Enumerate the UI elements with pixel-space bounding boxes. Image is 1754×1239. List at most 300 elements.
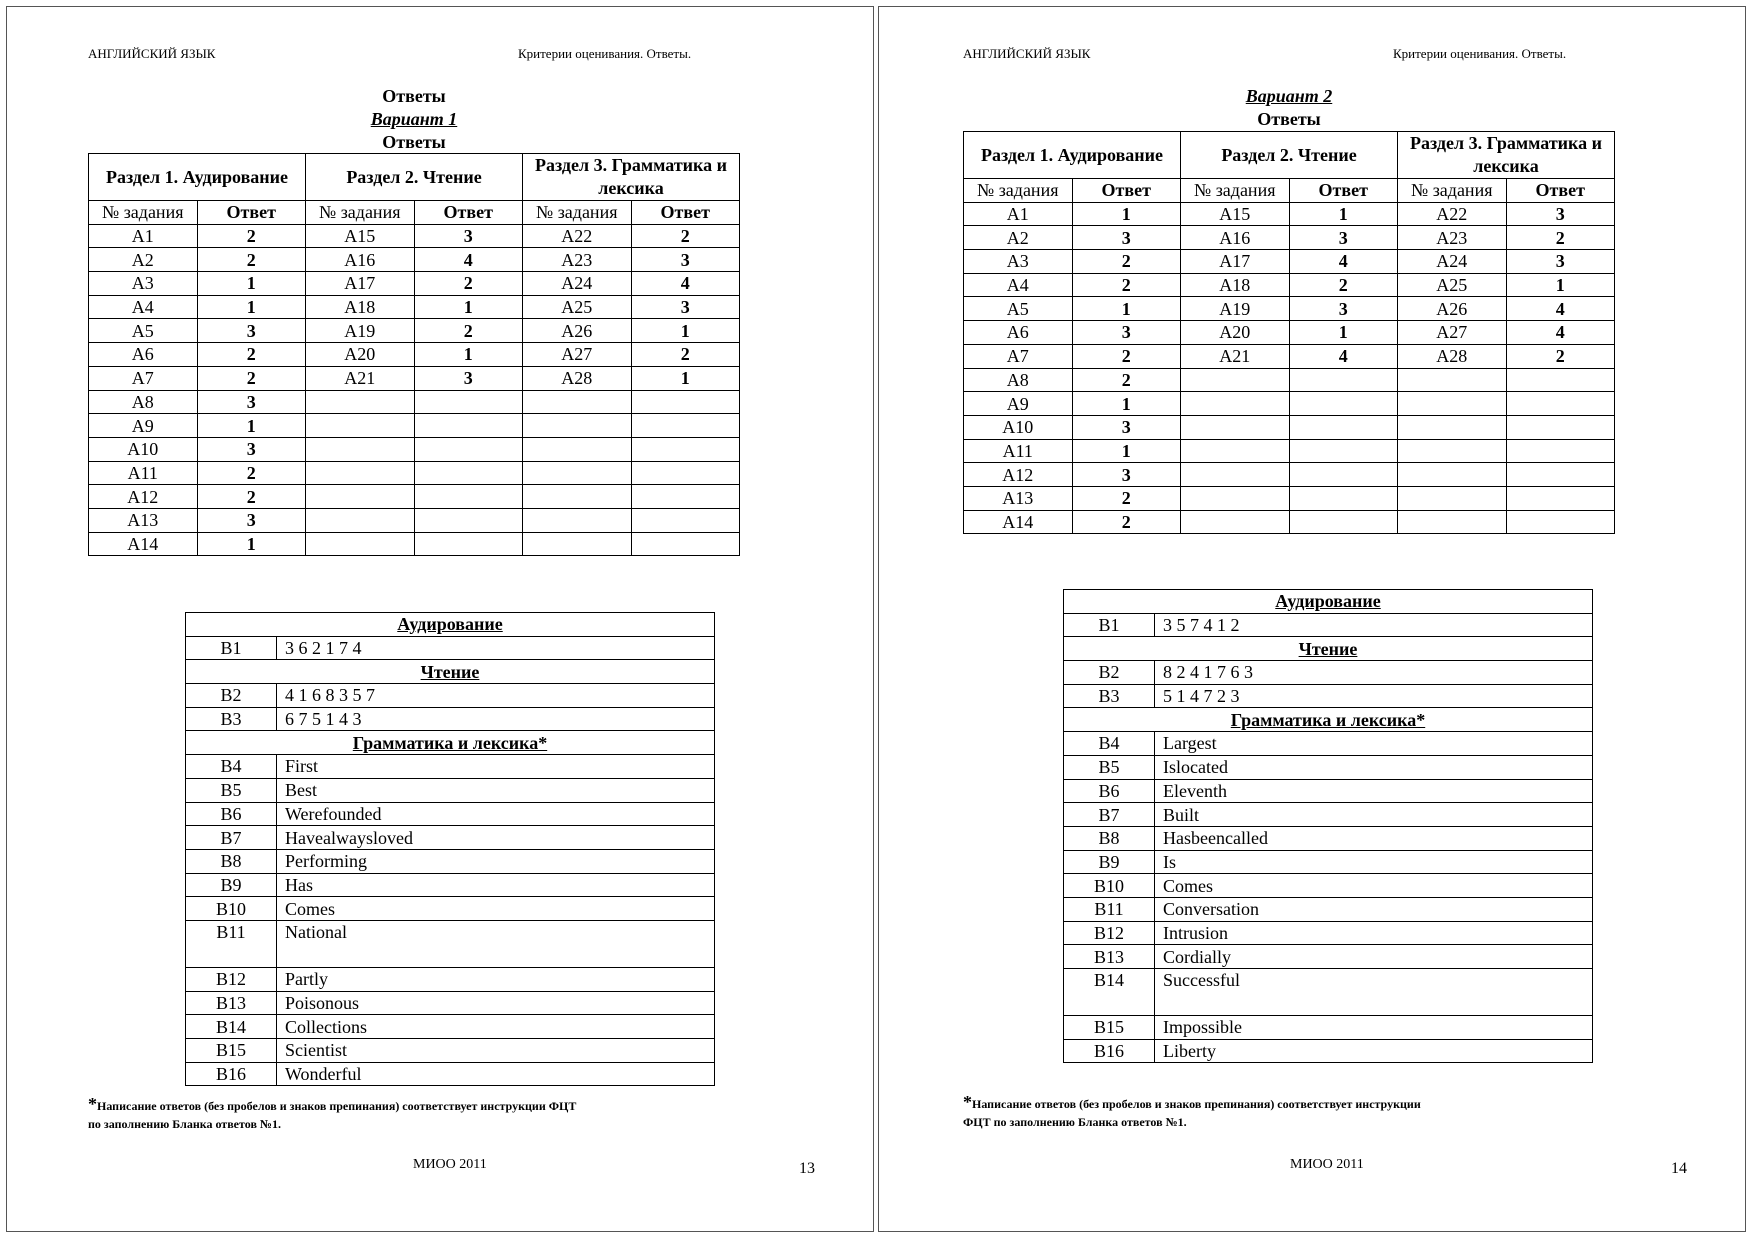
header-criteria: Критерии оценивания. Ответы. [518,46,692,61]
task-number-cell [1398,415,1507,439]
subtitle-answers: Ответы [382,132,446,152]
task-number-cell: A25 [1398,273,1507,297]
list-item [186,967,715,991]
task-number-cell [1398,510,1507,534]
answer-cell: 1 [631,319,740,343]
table-row [964,439,1615,463]
answer-cell [1289,392,1398,416]
list-item [1064,779,1593,803]
task-label: B7 [186,826,277,850]
task-label: B10 [1064,874,1155,898]
answer-cell [1506,439,1615,463]
task-number-cell: A20 [306,343,415,367]
answer-value: Best [277,778,715,802]
answers-table-a [88,153,740,556]
list-item [1064,1016,1593,1040]
col-answer: Ответ [197,201,306,225]
task-number-cell: A2 [89,248,198,272]
task-number-cell: A28 [1398,344,1507,368]
list-item [186,873,715,897]
list-item [1064,684,1593,708]
header-subject: АНГЛИЙСКИЙ ЯЗЫК [963,46,1091,61]
answer-cell [1506,392,1615,416]
task-label: B1 [186,636,277,660]
answer-cell [1289,368,1398,392]
page-13 [6,6,874,1232]
answer-cell [414,437,523,461]
answer-cell: 2 [1072,250,1181,274]
answer-cell: 2 [197,224,306,248]
answer-cell: 3 [1072,463,1181,487]
answer-cell [1506,486,1615,510]
answer-cell [631,390,740,414]
answer-value: National [277,920,715,967]
answer-cell: 2 [1072,510,1181,534]
answer-value: Conversation [1155,897,1593,921]
col-answer: Ответ [1289,179,1398,203]
answer-cell [1506,463,1615,487]
answer-cell: 2 [414,319,523,343]
list-item [1064,874,1593,898]
task-number-cell [306,437,415,461]
answer-value: Havealwaysloved [277,826,715,850]
task-number-cell [523,508,632,532]
task-number-cell [1398,486,1507,510]
table-row [89,272,740,296]
task-number-cell [1181,415,1290,439]
answers-table-b [1063,589,1593,1063]
answer-value: Impossible [1155,1016,1593,1040]
task-number-cell: A6 [964,321,1073,345]
answer-value: Has [277,873,715,897]
task-number-cell [1398,439,1507,463]
answer-cell: 3 [414,366,523,390]
list-item [1064,921,1593,945]
page-number: 13 [799,1160,815,1177]
list-item [186,1039,715,1063]
answer-cell [631,485,740,509]
section-header-grammar: Раздел 3. Грамматика и лексика [523,154,740,201]
list-item [1064,945,1593,969]
section-header-reading: Раздел 2. Чтение [1181,132,1398,179]
task-number-cell [523,532,632,556]
footnote [963,1093,1421,1131]
answer-value: 8 2 4 1 7 6 3 [1155,661,1593,685]
answer-value: Comes [1155,874,1593,898]
table-row [89,414,740,438]
answer-cell: 3 [631,295,740,319]
footnote [88,1095,576,1133]
answer-cell: 4 [1289,344,1398,368]
answer-cell: 2 [1072,486,1181,510]
table-row [964,297,1615,321]
answer-cell [631,414,740,438]
answer-cell: 2 [631,224,740,248]
footnote-line-1: Написание ответов (без пробелов и знаков препинания) соответствует инструкции [972,1097,1421,1111]
answer-value: Successful [1155,969,1593,1016]
list-item [186,755,715,779]
col-answer: Ответ [1506,179,1615,203]
task-number-cell: A9 [89,414,198,438]
task-number-cell: A11 [89,461,198,485]
answer-cell [414,508,523,532]
task-label: B10 [186,897,277,921]
answer-cell: 2 [1506,226,1615,250]
task-label: B2 [1064,661,1155,685]
footer-org: МИОО 2011 [1290,1157,1364,1172]
answer-cell: 1 [1072,439,1181,463]
answer-cell: 2 [1072,368,1181,392]
task-number-cell: A15 [306,224,415,248]
section-title: Грамматика и лексика* [1064,708,1593,732]
answer-cell: 1 [1072,297,1181,321]
task-number-cell: A21 [306,366,415,390]
answer-value: Islocated [1155,755,1593,779]
list-item [186,897,715,921]
task-number-cell: A1 [964,202,1073,226]
task-number-cell [1181,486,1290,510]
task-label: B14 [186,1015,277,1039]
answer-cell: 4 [1289,250,1398,274]
answer-cell [1289,415,1398,439]
list-item [1064,732,1593,756]
answer-cell: 2 [1072,273,1181,297]
task-label: B16 [186,1062,277,1086]
answer-value: Partly [277,967,715,991]
task-label: B6 [1064,779,1155,803]
task-number-cell: A23 [1398,226,1507,250]
footnote-star: * [963,1092,972,1112]
task-number-cell [1181,510,1290,534]
task-number-cell: A19 [1181,297,1290,321]
task-number-cell: A6 [89,343,198,367]
subtitle-answers: Ответы [1257,109,1321,129]
section-header-reading: Раздел 2. Чтение [306,154,523,201]
answer-cell [1506,415,1615,439]
task-number-cell: A28 [523,366,632,390]
section-row [186,731,715,755]
task-number-cell: A5 [964,297,1073,321]
answer-value: 5 1 4 7 2 3 [1155,684,1593,708]
variant-title: Вариант 2 [1245,86,1333,106]
answer-cell: 2 [197,485,306,509]
answer-value: 3 6 2 1 7 4 [277,636,715,660]
answer-cell [1506,510,1615,534]
table-row [89,366,740,390]
footnote-line-2: по заполнению Бланка ответов №1. [88,1117,281,1131]
answer-value: First [277,755,715,779]
section-header-grammar: Раздел 3. Грамматика и лексика [1398,132,1615,179]
answer-cell: 3 [1072,415,1181,439]
table-row [89,224,740,248]
task-label: B3 [186,707,277,731]
answer-cell: 1 [197,272,306,296]
table-row [964,392,1615,416]
answer-value: 6 7 5 1 4 3 [277,707,715,731]
task-number-cell: A17 [1181,250,1290,274]
task-number-cell [1181,463,1290,487]
section-row [1064,708,1593,732]
task-number-cell [523,485,632,509]
task-number-cell [306,532,415,556]
task-number-cell: A13 [89,508,198,532]
task-number-cell: A24 [523,272,632,296]
task-number-cell: A15 [1181,202,1290,226]
variant-title: Вариант 1 [370,109,458,129]
task-label: B11 [186,920,277,967]
task-number-cell [523,414,632,438]
task-number-cell [1181,368,1290,392]
footer-org: МИОО 2011 [413,1157,487,1172]
answer-cell [631,508,740,532]
table-row [964,344,1615,368]
task-label: B5 [186,778,277,802]
answer-cell: 2 [1289,273,1398,297]
answer-cell: 1 [197,414,306,438]
table-row [964,510,1615,534]
task-number-cell: A14 [89,532,198,556]
task-number-cell [523,461,632,485]
answer-cell: 3 [414,224,523,248]
list-item [1064,969,1593,1016]
answer-cell [631,461,740,485]
task-number-cell: A3 [964,250,1073,274]
col-task: № задания [89,201,198,225]
task-label: B14 [1064,969,1155,1016]
table-row [964,463,1615,487]
table-row [964,226,1615,250]
table-row [89,485,740,509]
task-number-cell: A11 [964,439,1073,463]
task-number-cell [306,390,415,414]
section-title: Аудирование [186,613,715,637]
list-item [186,707,715,731]
answers-table-a [963,131,1615,534]
table-row [89,461,740,485]
task-number-cell: A22 [1398,202,1507,226]
answer-value: Largest [1155,732,1593,756]
table-row [89,508,740,532]
answer-cell: 2 [197,248,306,272]
answer-value: Built [1155,803,1593,827]
answer-value: 3 5 7 4 1 2 [1155,613,1593,637]
list-item [186,778,715,802]
task-number-cell: A7 [89,366,198,390]
answer-cell: 2 [631,343,740,367]
task-number-cell: A18 [306,295,415,319]
task-number-cell: A10 [89,437,198,461]
list-item [1064,850,1593,874]
task-label: B9 [186,873,277,897]
list-item [186,1015,715,1039]
task-number-cell: A26 [1398,297,1507,321]
task-number-cell [523,437,632,461]
list-item [1064,613,1593,637]
section-row [186,660,715,684]
list-item [186,1062,715,1086]
task-number-cell [523,390,632,414]
task-label: B4 [1064,732,1155,756]
page-number: 14 [1671,1160,1687,1177]
answer-cell: 2 [197,366,306,390]
task-number-cell: A2 [964,226,1073,250]
table-row [89,319,740,343]
answer-cell: 3 [1289,226,1398,250]
answer-value: Scientist [277,1039,715,1063]
col-task: № задания [306,201,415,225]
answer-value: Wonderful [277,1062,715,1086]
answer-cell: 3 [631,248,740,272]
answer-cell: 3 [1506,202,1615,226]
section-title: Чтение [1064,637,1593,661]
task-number-cell: A17 [306,272,415,296]
list-item [186,991,715,1015]
task-label: B7 [1064,803,1155,827]
answer-value: Hasbeencalled [1155,826,1593,850]
footnote-line-2: ФЦТ по заполнению Бланка ответов №1. [963,1115,1187,1129]
table-row [89,437,740,461]
answer-cell: 1 [414,295,523,319]
answer-cell [1289,439,1398,463]
list-item [186,802,715,826]
task-label: B13 [1064,945,1155,969]
list-item [186,849,715,873]
task-number-cell [1398,392,1507,416]
task-label: B9 [1064,850,1155,874]
answer-cell: 4 [414,248,523,272]
task-label: B3 [1064,684,1155,708]
answer-value: Liberty [1155,1039,1593,1063]
task-number-cell: A25 [523,295,632,319]
answer-cell [414,485,523,509]
task-number-cell: A16 [1181,226,1290,250]
task-number-cell [1398,368,1507,392]
answer-cell: 3 [197,390,306,414]
task-number-cell [306,414,415,438]
section-row [1064,637,1593,661]
task-number-cell: A10 [964,415,1073,439]
table-row [964,321,1615,345]
task-label: B11 [1064,897,1155,921]
task-number-cell [306,461,415,485]
title-answers: Ответы [382,86,446,106]
answer-cell: 4 [1506,321,1615,345]
task-number-cell: A5 [89,319,198,343]
table-row [89,248,740,272]
task-number-cell: A16 [306,248,415,272]
answer-value: Intrusion [1155,921,1593,945]
header-criteria: Критерии оценивания. Ответы. [1393,46,1567,61]
task-label: B2 [186,684,277,708]
answer-cell: 3 [1289,297,1398,321]
answer-cell [414,414,523,438]
answer-cell [631,437,740,461]
section-row [1064,590,1593,614]
answer-value: Eleventh [1155,779,1593,803]
answer-cell: 2 [197,343,306,367]
col-task: № задания [964,179,1073,203]
answer-value: Cordially [1155,945,1593,969]
task-label: B16 [1064,1039,1155,1063]
task-label: B8 [186,849,277,873]
task-number-cell [306,508,415,532]
task-label: B5 [1064,755,1155,779]
answer-cell: 1 [1506,273,1615,297]
task-number-cell: A27 [523,343,632,367]
list-item [1064,803,1593,827]
section-row [186,613,715,637]
task-number-cell: A23 [523,248,632,272]
col-answer: Ответ [414,201,523,225]
answer-cell: 3 [197,508,306,532]
col-task: № задания [1181,179,1290,203]
answer-value: Collections [277,1015,715,1039]
answer-value: Comes [277,897,715,921]
task-number-cell: A27 [1398,321,1507,345]
task-number-cell: A20 [1181,321,1290,345]
table-row [89,532,740,556]
answer-cell: 2 [197,461,306,485]
answer-cell [1289,486,1398,510]
task-number-cell: A18 [1181,273,1290,297]
answer-value: Is [1155,850,1593,874]
answers-table-b [185,612,715,1086]
task-number-cell: A4 [964,273,1073,297]
task-label: B12 [1064,921,1155,945]
answer-cell [414,461,523,485]
task-number-cell: A24 [1398,250,1507,274]
answer-value: Performing [277,849,715,873]
answer-cell: 1 [631,366,740,390]
answer-cell: 3 [1506,250,1615,274]
table-row [964,415,1615,439]
task-label: B13 [186,991,277,1015]
answer-cell [1506,368,1615,392]
section-header-listening: Раздел 1. Аудирование [964,132,1181,179]
answer-cell: 1 [414,343,523,367]
col-answer: Ответ [1072,179,1181,203]
answer-cell: 1 [1289,321,1398,345]
table-row [89,343,740,367]
task-number-cell: A13 [964,486,1073,510]
list-item [186,684,715,708]
table-row [964,202,1615,226]
footnote-line-1: Написание ответов (без пробелов и знаков препинания) соответствует инструкции ФЦТ [97,1099,577,1113]
task-number-cell: A8 [89,390,198,414]
task-number-cell: A22 [523,224,632,248]
task-number-cell [1398,463,1507,487]
task-number-cell: A26 [523,319,632,343]
task-number-cell: A9 [964,392,1073,416]
col-answer: Ответ [631,201,740,225]
answer-cell [1289,463,1398,487]
task-number-cell: A3 [89,272,198,296]
list-item [1064,897,1593,921]
section-title: Аудирование [1064,590,1593,614]
task-number-cell: A7 [964,344,1073,368]
list-item [186,826,715,850]
answer-cell: 3 [1072,321,1181,345]
table-row [964,368,1615,392]
col-task: № задания [523,201,632,225]
task-number-cell: A19 [306,319,415,343]
answer-cell: 1 [197,295,306,319]
task-number-cell [1181,392,1290,416]
answer-cell: 2 [1506,344,1615,368]
answer-cell: 4 [1506,297,1615,321]
task-number-cell: A8 [964,368,1073,392]
task-label: B6 [186,802,277,826]
